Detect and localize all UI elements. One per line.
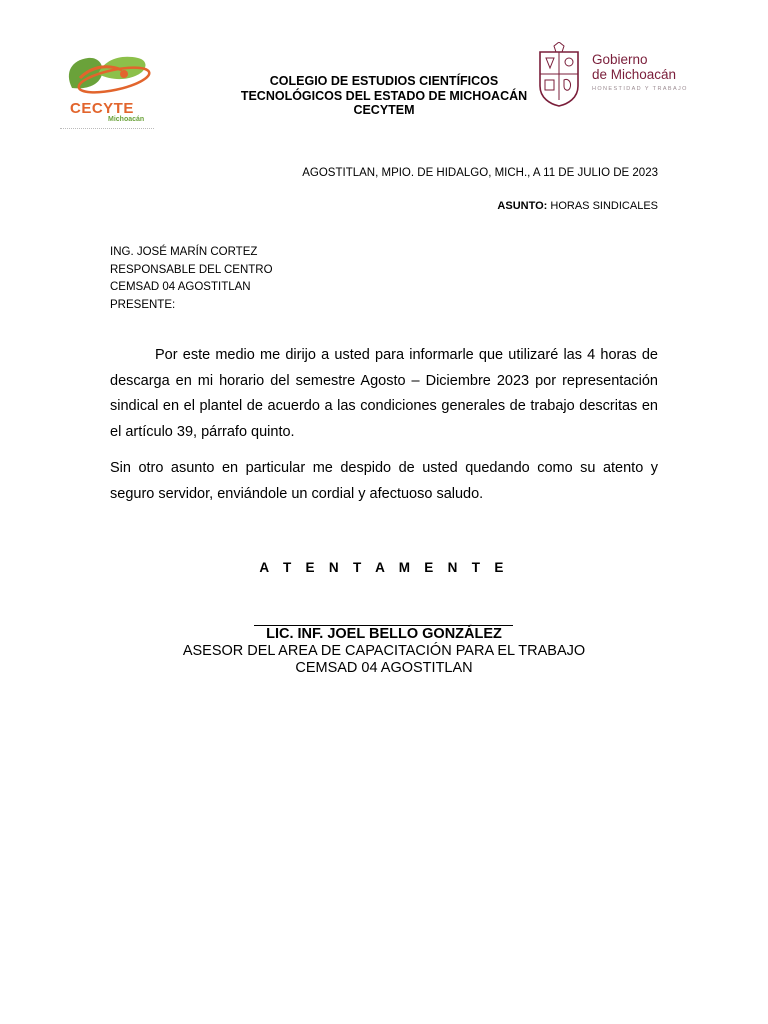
gobierno-michoacan-logo xyxy=(534,42,688,112)
recipient-block xyxy=(110,244,273,314)
gobierno-motto: HONESTIDAD Y TRABAJO xyxy=(592,86,688,92)
recipient-line-2: RESPONSABLE DEL CENTRO xyxy=(110,263,273,276)
logo-divider xyxy=(60,128,154,129)
gobierno-name-line-1: Gobierno xyxy=(592,52,648,67)
signature-block xyxy=(100,626,668,677)
institution-title xyxy=(200,74,568,118)
cecyte-wordmark: CECYTE xyxy=(70,100,134,117)
coat-of-arms-icon xyxy=(534,42,584,108)
gobierno-name xyxy=(592,52,676,82)
subject-value: HORAS SINDICALES xyxy=(550,200,658,212)
cecyte-subtitle: Michoacán xyxy=(108,116,145,123)
closing: A T E N T A M E N T E xyxy=(259,560,509,575)
recipient-line-1: ING. JOSÉ MARÍN CORTEZ xyxy=(110,246,258,258)
subject-line xyxy=(497,200,658,212)
body-paragraph-1: Por este medio me dirijo a usted para informarle que utilizaré las 4 horas de descarga en mi horario del semestre Agosto – Diciembre 2023 por representación sindical en el plantel de acuerdo a las condiciones generales de trabajo descritas en el artículo 39, párrafo quinto. xyxy=(110,347,658,440)
recipient-line-3: CEMSAD 04 AGOSTITLAN xyxy=(110,281,251,293)
recipient-line-4: PRESENTE: xyxy=(110,298,176,311)
institution-line-1: COLEGIO DE ESTUDIOS CIENTÍFICOS xyxy=(269,74,499,88)
signer-name: LIC. INF. JOEL BELLO GONZÁLEZ xyxy=(266,626,502,642)
institution-line-2: TECNOLÓGICOS DEL ESTADO DE MICHOACÁN xyxy=(240,88,528,103)
cecyte-logo xyxy=(58,44,170,136)
body-paragraph-2: Sin otro asunto en particular me despido de usted quedando como su atento y seguro servidor, enviándole un cordial y afectuoso saludo. xyxy=(110,460,658,502)
signer-unit: CEMSAD 04 AGOSTITLAN xyxy=(295,660,473,676)
date-line: AGOSTITLAN, MPIO. DE HIDALGO, MICH., A 11 DE JULIO DE 2023 xyxy=(302,167,658,179)
subject-label: ASUNTO: xyxy=(497,200,548,212)
signer-title: ASESOR DEL AREA DE CAPACITACIÓN PARA EL TRABAJO xyxy=(182,643,586,659)
gobierno-name-line-2: de Michoacán xyxy=(592,67,677,82)
institution-line-3: CECYTEM xyxy=(353,103,415,117)
